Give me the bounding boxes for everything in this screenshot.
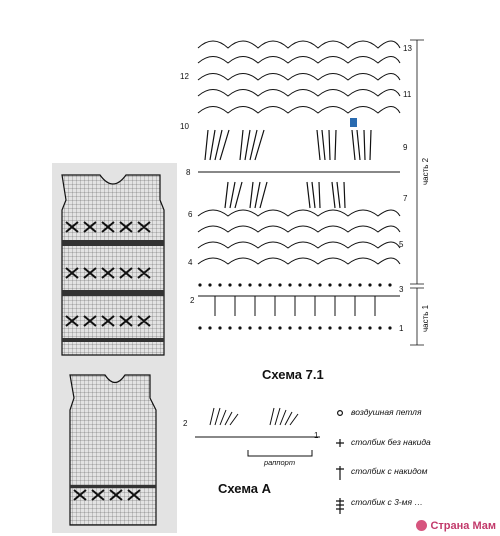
row-number-5: 5 — [399, 240, 404, 249]
part-2-label: часть 2 — [421, 157, 430, 185]
legend-label-single-crochet: столбик без накида — [351, 437, 431, 447]
back-piece-schematic — [70, 375, 156, 525]
row-number-2: 2 — [190, 296, 195, 305]
row-number-8: 8 — [186, 168, 191, 177]
front-stripe-1 — [62, 240, 164, 246]
front-stripe-2 — [62, 290, 164, 296]
row-number-9: 9 — [403, 143, 408, 152]
legend-label-chain: воздушная петля — [351, 407, 422, 417]
part-brackets — [410, 40, 424, 345]
row-number-11: 11 — [403, 90, 412, 99]
watermark — [416, 520, 496, 532]
row-number-7: 7 — [403, 194, 408, 203]
watermark-logo-icon — [416, 520, 427, 531]
fan-rows — [205, 130, 371, 208]
legend-label-double-crochet: столбик с накидом — [351, 466, 428, 476]
scheme-71-title: Схема 7.1 — [262, 367, 324, 382]
blue-marker — [350, 118, 357, 127]
legend-label-triple-crochet: столбик с 3-мя … — [351, 497, 423, 507]
scheme-a-row-2: 2 — [183, 419, 188, 428]
row-number-4: 4 — [188, 258, 193, 267]
row-number-12: 12 — [180, 72, 189, 81]
scheme-a-row-1: 1 — [314, 431, 319, 440]
scheme-a-chart — [195, 408, 320, 456]
scheme-71-chart — [198, 40, 424, 345]
front-piece-schematic — [62, 175, 164, 355]
rapport-bracket — [248, 450, 312, 456]
legend-symbols — [336, 411, 344, 514]
chain-stitch-symbol — [338, 411, 343, 416]
stitch-rows — [198, 172, 400, 316]
scheme-a-title: Схема А — [218, 481, 272, 496]
rapport-label: раппорт — [264, 458, 296, 467]
row-number-1: 1 — [399, 324, 404, 333]
row-number-3: 3 — [399, 285, 404, 294]
double-crochet-symbol — [336, 466, 344, 480]
part-1-label: часть 1 — [421, 304, 430, 332]
triple-crochet-symbol — [336, 498, 344, 514]
row-number-6: 6 — [188, 210, 193, 219]
back-stripe — [70, 485, 156, 488]
single-crochet-symbol — [336, 439, 344, 447]
row-number-13: 13 — [403, 44, 412, 53]
front-stripe-3 — [62, 338, 164, 342]
watermark-text: Страна Мам — [430, 520, 496, 532]
row-number-10: 10 — [180, 122, 189, 131]
